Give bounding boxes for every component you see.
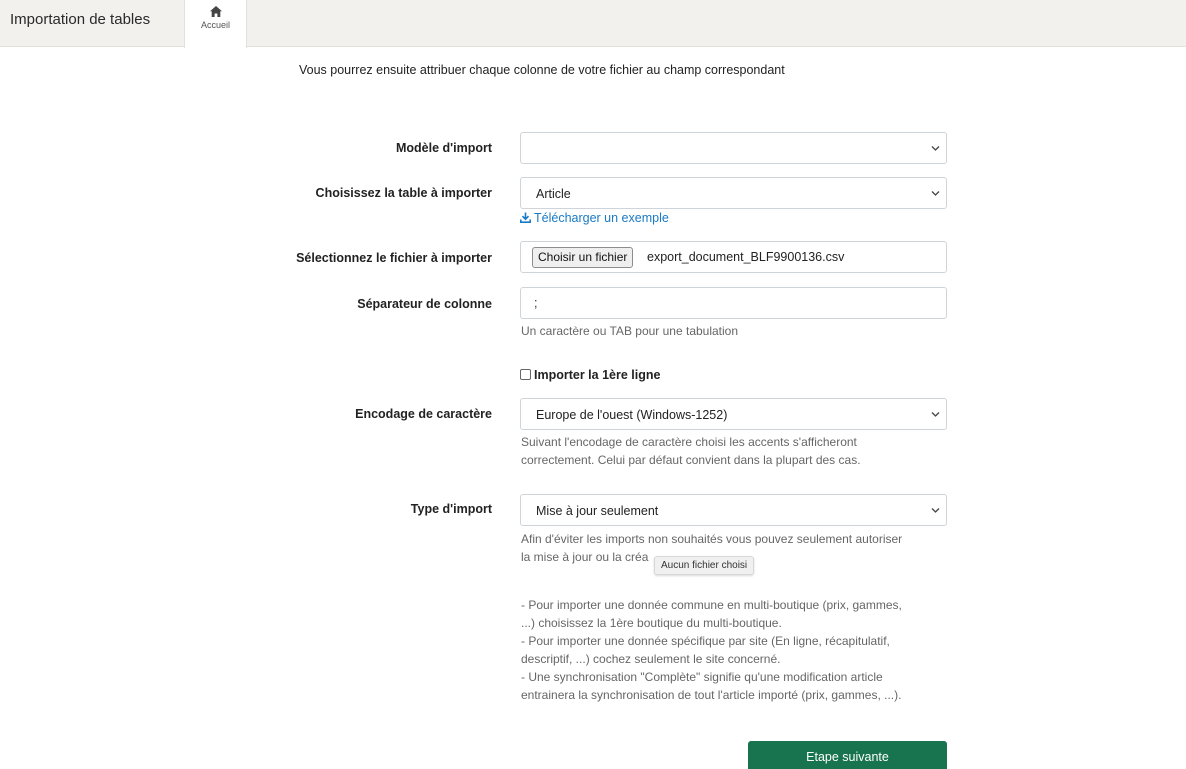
file-label: Sélectionnez le fichier à importer <box>296 251 492 265</box>
file-tooltip: Aucun fichier choisi <box>654 556 754 575</box>
home-icon <box>210 6 222 17</box>
next-step-button[interactable]: Etape suivante <box>748 741 947 769</box>
table-select[interactable] <box>520 177 947 209</box>
import-first-line-checkbox[interactable] <box>520 369 531 380</box>
intro-text: Vous pourrez ensuite attribuer chaque colonne de votre fichier au champ correspondant <box>299 63 785 77</box>
chevron-down-icon <box>931 145 940 152</box>
separator-input[interactable] <box>520 287 947 319</box>
import-type-label: Type d'import <box>410 502 492 516</box>
home-tab[interactable] <box>184 0 247 48</box>
import-model-select[interactable] <box>520 132 947 164</box>
separator-value: ; <box>534 296 538 310</box>
import-notes <box>521 596 951 704</box>
note-line: descriptif, ...) cochez seulement le site concerné. <box>521 652 781 666</box>
separator-label: Séparateur de colonne <box>357 297 492 311</box>
encoding-label: Encodage de caractère <box>355 407 492 421</box>
encoding-select[interactable] <box>520 398 947 430</box>
download-icon <box>520 212 531 223</box>
home-tab-label: Accueil <box>200 20 230 30</box>
import-type-help-line: la mise à jour ou la créa <box>521 550 649 564</box>
encoding-help-line: Suivant l'encodage de caractère choisi les accents s'afficheront <box>521 435 857 449</box>
download-example-text: Télécharger un exemple <box>534 211 669 225</box>
import-model-label: Modèle d'import <box>395 141 492 155</box>
chevron-down-icon <box>931 411 940 418</box>
note-line: - Une synchronisation "Complète" signifie qu'une modification article <box>521 670 883 684</box>
import-first-line-label: Importer la 1ère ligne <box>534 368 661 382</box>
top-bar <box>0 0 1186 47</box>
download-example-link[interactable] <box>520 211 669 225</box>
chevron-down-icon <box>931 190 940 197</box>
note-line: - Pour importer une donnée spécifique par site (En ligne, récapitulatif, <box>521 634 890 648</box>
separator-help: Un caractère ou TAB pour une tabulation <box>521 324 739 338</box>
chevron-down-icon <box>931 507 940 514</box>
choose-file-button[interactable]: Choisir un fichier <box>532 247 633 268</box>
note-line: entrainera la synchronisation de tout l'article importé (prix, gammes, ...). <box>521 688 902 702</box>
import-type-value: Mise à jour seulement <box>536 504 659 518</box>
import-type-help-line: Afin d'éviter les imports non souhaités vous pouvez seulement autoriser <box>521 532 903 546</box>
encoding-help-line: correctement. Celui par défaut convient dans la plupart des cas. <box>521 453 861 467</box>
file-name: export_document_BLF9900136.csv <box>647 250 845 264</box>
table-value: Article <box>536 187 571 201</box>
import-first-line[interactable] <box>520 368 660 382</box>
import-type-select[interactable] <box>520 494 947 526</box>
table-label: Choisissez la table à importer <box>315 186 492 200</box>
note-line: ...) choisissez la 1ère boutique du multi-boutique. <box>521 616 782 630</box>
encoding-help <box>521 433 951 469</box>
encoding-value: Europe de l'ouest (Windows-1252) <box>536 408 728 422</box>
app-title: Importation de tables <box>10 11 151 28</box>
file-input[interactable] <box>520 241 947 273</box>
note-line: - Pour importer une donnée commune en multi-boutique (prix, gammes, <box>521 598 902 612</box>
